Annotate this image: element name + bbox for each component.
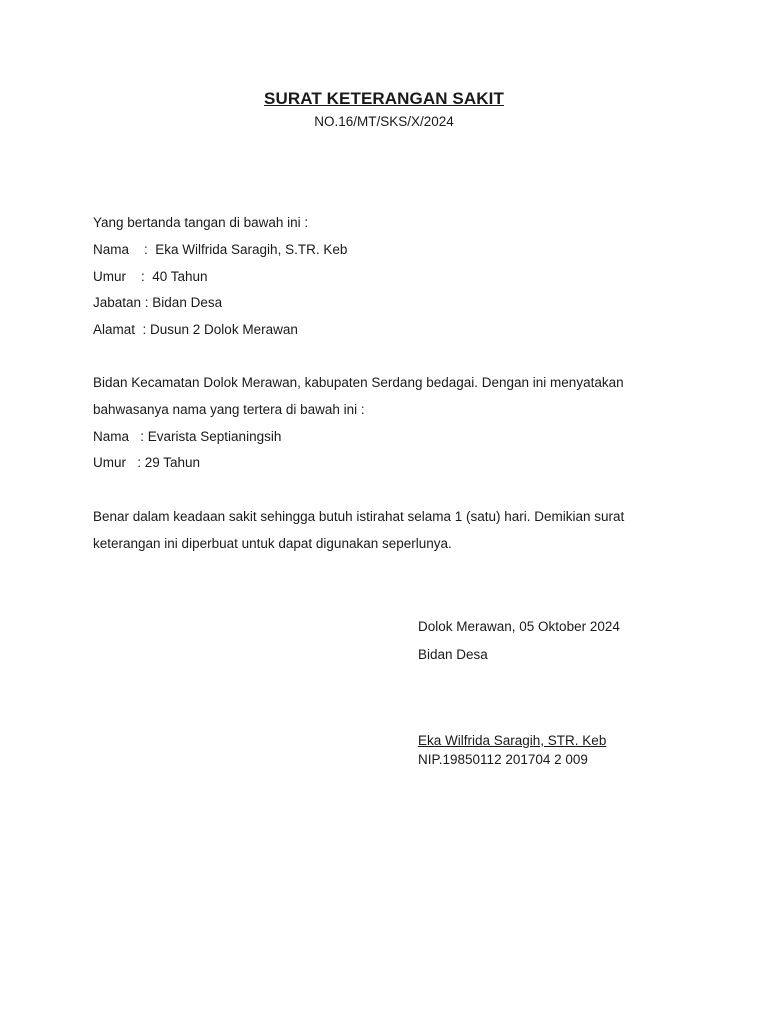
signer-intro: Yang bertanda tangan di bawah ini :	[93, 215, 309, 230]
statement-line-1: Bidan Kecamatan Dolok Merawan, kabupaten Serdang bedagai. Dengan ini menyatakan	[93, 375, 624, 390]
statement-line-2: bahwasanya nama yang tertera di bawah ini :	[93, 402, 365, 417]
signature-name: Eka Wilfrida Saragih, STR. Keb	[418, 733, 607, 748]
document-number: NO.16/MT/SKS/X/2024	[314, 114, 454, 129]
patient-age: Umur : 29 Tahun	[93, 455, 201, 470]
signature-nip: NIP.19850112 201704 2 009	[418, 752, 588, 767]
signature-place-date: Dolok Merawan, 05 Oktober 2024	[418, 619, 620, 634]
patient-name: Nama : Evarista Septianingsih	[93, 429, 282, 444]
signer-position: Jabatan : Bidan Desa	[93, 295, 223, 310]
signature-role: Bidan Desa	[418, 647, 488, 662]
conclusion-line-1: Benar dalam keadaan sakit sehingga butuh istirahat selama 1 (satu) hari. Demikian surat	[93, 509, 625, 524]
conclusion-line-2: keterangan ini diperbuat untuk dapat digunakan seperlunya.	[93, 536, 452, 551]
signer-name: Nama : Eka Wilfrida Saragih, S.TR. Keb	[93, 242, 348, 257]
signer-address: Alamat : Dusun 2 Dolok Merawan	[93, 322, 298, 337]
document-title: SURAT KETERANGAN SAKIT	[264, 89, 504, 108]
signer-age: Umur : 40 Tahun	[93, 269, 208, 284]
